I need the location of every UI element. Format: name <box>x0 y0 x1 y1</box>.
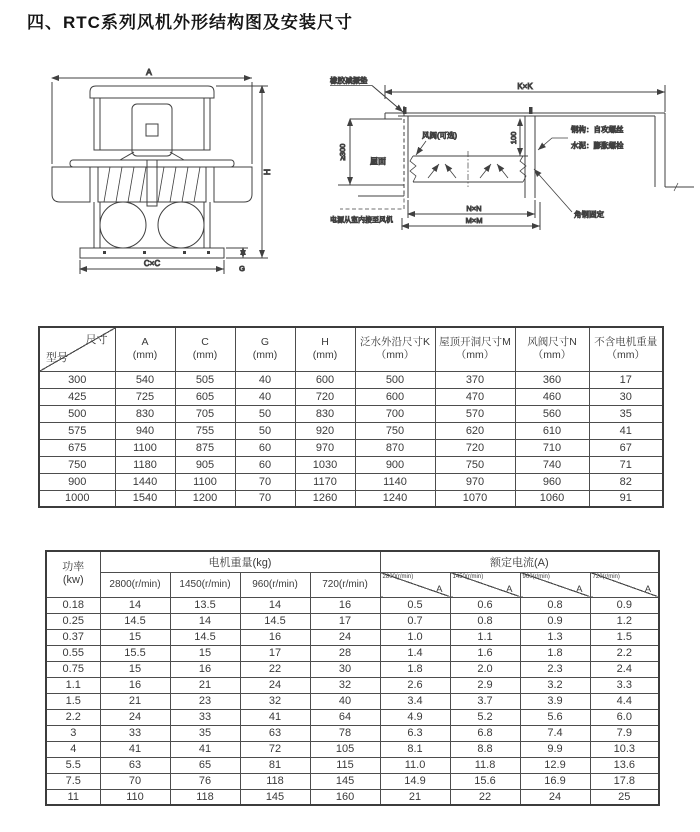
table-cell: 21 <box>170 677 240 693</box>
table-row <box>46 789 659 805</box>
corner-header-cell <box>39 327 115 371</box>
table-cell: 30 <box>589 388 663 405</box>
table-row <box>39 371 663 388</box>
table-row <box>46 677 659 693</box>
table-cell: 25 <box>590 789 659 805</box>
table-row <box>46 613 659 629</box>
table-cell: 1.1 <box>46 677 100 693</box>
table-cell: 70 <box>235 490 295 507</box>
table-cell: 41 <box>589 422 663 439</box>
table-cell: 905 <box>175 456 235 473</box>
table-cell: 470 <box>435 388 515 405</box>
table-cell: 720 <box>435 439 515 456</box>
table-cell: 0.37 <box>46 629 100 645</box>
table-row <box>39 422 663 439</box>
table-cell: 7.9 <box>590 725 659 741</box>
weight-group-header: 电机重量(kg) <box>100 551 380 572</box>
power-header-cell: 功率 (kw) <box>46 551 100 597</box>
impeller-blades <box>104 167 200 202</box>
steel-fixing-label: 钢构：自攻螺丝 <box>571 125 624 134</box>
table-cell: 160 <box>310 789 380 805</box>
table-cell: 6.0 <box>590 709 659 725</box>
damper-label: 风阀(可选) <box>422 131 457 140</box>
table-row <box>46 725 659 741</box>
table-cell: 1.6 <box>450 645 520 661</box>
table-cell: 70 <box>235 473 295 490</box>
table-cell: 540 <box>115 371 175 388</box>
table-cell: 0.9 <box>590 597 659 613</box>
table-cell: 14.9 <box>380 773 450 789</box>
table-cell: 9.9 <box>520 741 590 757</box>
table-cell: 2.2 <box>46 709 100 725</box>
dim-g-label: G <box>239 264 245 273</box>
table-cell: 28 <box>310 645 380 661</box>
table-cell: 750 <box>39 456 115 473</box>
table-cell: 2.4 <box>590 661 659 677</box>
table-cell: 460 <box>515 388 589 405</box>
dim-h-line <box>216 86 272 258</box>
current-speed-header: 1450(r/min) A <box>450 572 520 597</box>
dim-h-label: H <box>262 168 272 176</box>
table-cell: 740 <box>515 456 589 473</box>
table-cell: 60 <box>235 439 295 456</box>
table-cell: 24 <box>310 629 380 645</box>
table-cell: 0.6 <box>450 597 520 613</box>
table-cell: 0.7 <box>380 613 450 629</box>
table-cell: 700 <box>355 405 435 422</box>
table-cell: 23 <box>170 693 240 709</box>
table-cell: 1540 <box>115 490 175 507</box>
motor-hub <box>146 124 158 136</box>
table-cell: 1.1 <box>450 629 520 645</box>
column-header-g: G (mm) <box>235 327 295 371</box>
table-cell: 5.6 <box>520 709 590 725</box>
table-cell: 70 <box>100 773 170 789</box>
table-cell: 1000 <box>39 490 115 507</box>
dim-kxk-line <box>385 82 665 112</box>
table-cell: 0.8 <box>520 597 590 613</box>
table-cell: 2.2 <box>590 645 659 661</box>
table-cell: 2.9 <box>450 677 520 693</box>
table-cell: 33 <box>170 709 240 725</box>
table-cell: 600 <box>355 388 435 405</box>
table-cell: 3.3 <box>590 677 659 693</box>
dim-a-line <box>52 67 252 164</box>
rubber-pad-label: 橡胶减振垫 <box>330 76 368 85</box>
table-cell: 145 <box>310 773 380 789</box>
flange <box>70 160 234 167</box>
table-cell: 71 <box>589 456 663 473</box>
table-cell: 15 <box>100 661 170 677</box>
rubber-pad-leader <box>372 86 403 113</box>
table-cell: 24 <box>240 677 310 693</box>
column-header-m: 屋顶开洞尺寸M （mm） <box>435 327 515 371</box>
table-cell: 1100 <box>175 473 235 490</box>
table-cell: 6.3 <box>380 725 450 741</box>
table-cell: 5.2 <box>450 709 520 725</box>
table-cell: 40 <box>310 693 380 709</box>
table-row <box>46 661 659 677</box>
base-bolts <box>103 251 210 254</box>
table-cell: 15.6 <box>450 773 520 789</box>
table-cell: 15 <box>170 645 240 661</box>
column-header-a: A (mm) <box>115 327 175 371</box>
table-cell: 610 <box>515 422 589 439</box>
table-row <box>46 773 659 789</box>
table-cell: 15 <box>100 629 170 645</box>
column-header-h: H (mm) <box>295 327 355 371</box>
table-cell: 705 <box>175 405 235 422</box>
motor <box>132 104 172 156</box>
table-cell: 1.8 <box>380 661 450 677</box>
dimension-table <box>38 326 664 508</box>
table-cell: 960 <box>515 473 589 490</box>
table-cell: 11.0 <box>380 757 450 773</box>
table-cell: 1.4 <box>380 645 450 661</box>
fixing-leader <box>538 138 568 150</box>
table-cell: 16 <box>170 661 240 677</box>
table-cell: 575 <box>39 422 115 439</box>
table-cell: 750 <box>355 422 435 439</box>
table-cell: 50 <box>235 422 295 439</box>
table-cell: 118 <box>170 789 240 805</box>
table-cell: 35 <box>589 405 663 422</box>
dim-cxc-label: C×C <box>143 259 161 268</box>
table-cell: 16 <box>240 629 310 645</box>
table-row <box>39 388 663 405</box>
table-cell: 7.5 <box>46 773 100 789</box>
table-cell: 1140 <box>355 473 435 490</box>
table-cell: 7.4 <box>520 725 590 741</box>
weight-speed-header: 1450(r/min) <box>170 572 240 597</box>
column-header-k: 泛水外沿尺寸K （mm） <box>355 327 435 371</box>
table-cell: 1.5 <box>590 629 659 645</box>
table-cell: 3.2 <box>520 677 590 693</box>
table-cell: 1.8 <box>520 645 590 661</box>
table-cell: 1260 <box>295 490 355 507</box>
table-cell: 13.6 <box>590 757 659 773</box>
table-cell: 1.3 <box>520 629 590 645</box>
table-cell: 17.8 <box>590 773 659 789</box>
right-wing <box>214 167 252 202</box>
table-cell: 710 <box>515 439 589 456</box>
volute-left <box>100 202 146 248</box>
table-cell: 63 <box>100 757 170 773</box>
dim-cxc-line <box>80 259 224 274</box>
dim-ge300-label: ≥300 <box>338 143 347 161</box>
table-cell: 14.5 <box>240 613 310 629</box>
table-cell: 78 <box>310 725 380 741</box>
table-cell: 875 <box>175 439 235 456</box>
table-cell: 720 <box>295 388 355 405</box>
table-cell: 4.9 <box>380 709 450 725</box>
fan-outline-drawing <box>46 66 322 278</box>
table-cell: 0.9 <box>520 613 590 629</box>
damper <box>410 151 526 187</box>
current-speed-header: 2800(r/min) A <box>380 572 450 597</box>
dim-mxm-label: M×M <box>465 216 483 225</box>
dim-a-label: A <box>146 67 152 77</box>
table-cell: 1440 <box>115 473 175 490</box>
table-cell: 830 <box>115 405 175 422</box>
table-cell: 81 <box>240 757 310 773</box>
table-cell: 33 <box>100 725 170 741</box>
column-header-c: C (mm) <box>175 327 235 371</box>
table-cell: 17 <box>589 371 663 388</box>
weight-speed-header: 720(r/min) <box>310 572 380 597</box>
table-cell: 118 <box>240 773 310 789</box>
table-cell: 900 <box>39 473 115 490</box>
table-row <box>39 456 663 473</box>
table-cell: 14.5 <box>100 613 170 629</box>
table-row <box>39 439 663 456</box>
base-plate <box>80 248 224 258</box>
table-cell: 1060 <box>515 490 589 507</box>
table-row <box>46 645 659 661</box>
table-cell: 600 <box>295 371 355 388</box>
table-cell: 830 <box>295 405 355 422</box>
current-speed-header: 720(r/min) A <box>590 572 659 597</box>
impeller-box <box>98 167 206 202</box>
table-cell: 870 <box>355 439 435 456</box>
table-cell: 67 <box>589 439 663 456</box>
table-cell: 12.9 <box>520 757 590 773</box>
table-cell: 970 <box>295 439 355 456</box>
table-cell: 425 <box>39 388 115 405</box>
table-cell: 725 <box>115 388 175 405</box>
table-cell: 605 <box>175 388 235 405</box>
dim-ge300-line <box>338 119 402 185</box>
table-cell: 1240 <box>355 490 435 507</box>
table-cell: 300 <box>39 371 115 388</box>
table-cell: 1170 <box>295 473 355 490</box>
table-cell: 60 <box>235 456 295 473</box>
table-cell: 3.7 <box>450 693 520 709</box>
table-cell: 0.8 <box>450 613 520 629</box>
table-cell: 41 <box>170 741 240 757</box>
table-cell: 3 <box>46 725 100 741</box>
table-cell: 505 <box>175 371 235 388</box>
table-cell: 1180 <box>115 456 175 473</box>
column-header-weight: 不含电机重量 （mm） <box>589 327 663 371</box>
table-cell: 2.3 <box>520 661 590 677</box>
table-cell: 0.55 <box>46 645 100 661</box>
table-cell: 32 <box>240 693 310 709</box>
table-cell: 91 <box>589 490 663 507</box>
corner-size-label: 尺寸 <box>85 334 108 346</box>
table-cell: 0.75 <box>46 661 100 677</box>
table-cell: 65 <box>170 757 240 773</box>
table-cell: 76 <box>170 773 240 789</box>
power-leader <box>340 192 404 209</box>
table-cell: 16 <box>310 597 380 613</box>
table-cell: 21 <box>380 789 450 805</box>
table-cell: 8.8 <box>450 741 520 757</box>
table-cell: 1.5 <box>46 693 100 709</box>
table-row <box>39 490 663 507</box>
table-cell: 0.5 <box>380 597 450 613</box>
weight-speed-header: 2800(r/min) <box>100 572 170 597</box>
table-cell: 22 <box>450 789 520 805</box>
table-cell: 920 <box>295 422 355 439</box>
table-cell: 17 <box>240 645 310 661</box>
table-cell: 16.9 <box>520 773 590 789</box>
roof-label: 屋面 <box>370 157 386 166</box>
table-cell: 72 <box>240 741 310 757</box>
table-cell: 570 <box>435 405 515 422</box>
fan-cap <box>90 86 214 98</box>
table-cell: 360 <box>515 371 589 388</box>
table-cell: 17 <box>310 613 380 629</box>
table-row <box>46 709 659 725</box>
dim-kxk-label: K×K <box>517 82 533 91</box>
table-row <box>39 473 663 490</box>
table-cell: 3.4 <box>380 693 450 709</box>
table-row <box>39 405 663 422</box>
table-cell: 14 <box>100 597 170 613</box>
table-cell: 2.6 <box>380 677 450 693</box>
current-group-header: 额定电流(A) <box>380 551 659 572</box>
table-cell: 1200 <box>175 490 235 507</box>
table-cell: 500 <box>39 405 115 422</box>
table-cell: 3.9 <box>520 693 590 709</box>
table-cell: 16 <box>100 677 170 693</box>
table-cell: 675 <box>39 439 115 456</box>
table-row <box>46 629 659 645</box>
table-cell: 10.3 <box>590 741 659 757</box>
table-cell: 63 <box>240 725 310 741</box>
table-cell: 1.2 <box>590 613 659 629</box>
table-cell: 755 <box>175 422 235 439</box>
table-cell: 24 <box>100 709 170 725</box>
table-cell: 82 <box>589 473 663 490</box>
table-row <box>46 757 659 773</box>
dimension-table-body <box>39 371 663 507</box>
corner-model-label: 型号 <box>46 352 68 365</box>
table-cell: 41 <box>100 741 170 757</box>
table-cell: 500 <box>355 371 435 388</box>
weight-speed-header: 960(r/min) <box>240 572 310 597</box>
dim-nxn-label: N×N <box>466 204 482 213</box>
damper-leader <box>416 141 426 155</box>
table-cell: 11.8 <box>450 757 520 773</box>
table-cell: 22 <box>240 661 310 677</box>
table-cell: 0.18 <box>46 597 100 613</box>
table-cell: 900 <box>355 456 435 473</box>
table-cell: 1070 <box>435 490 515 507</box>
table-cell: 24 <box>520 789 590 805</box>
table-cell: 145 <box>240 789 310 805</box>
power-label: 电源从室内接至风机 <box>330 217 393 224</box>
installation-drawing <box>328 72 700 242</box>
table-cell: 35 <box>170 725 240 741</box>
motor-table <box>45 550 660 806</box>
table-cell: 40 <box>235 388 295 405</box>
table-cell: 620 <box>435 422 515 439</box>
table-cell: 970 <box>435 473 515 490</box>
table-cell: 40 <box>235 371 295 388</box>
table-cell: 2.0 <box>450 661 520 677</box>
motor-table-body <box>46 597 659 805</box>
table-cell: 4 <box>46 741 100 757</box>
table-row <box>46 741 659 757</box>
angle-steel-label: 角钢固定 <box>574 210 604 219</box>
cement-fixing-label: 水泥：膨胀螺栓 <box>571 141 624 150</box>
table-cell: 0.25 <box>46 613 100 629</box>
table-cell: 32 <box>310 677 380 693</box>
column-header-n: 风阀尺寸N （mm） <box>515 327 589 371</box>
table-row <box>46 693 659 709</box>
table-cell: 370 <box>435 371 515 388</box>
table-cell: 1.0 <box>380 629 450 645</box>
table-cell: 8.1 <box>380 741 450 757</box>
dim-100-label: 100 <box>509 131 518 145</box>
table-cell: 14.5 <box>170 629 240 645</box>
table-cell: 14 <box>240 597 310 613</box>
table-cell: 6.8 <box>450 725 520 741</box>
table-cell: 750 <box>435 456 515 473</box>
left-wing <box>52 167 90 202</box>
table-cell: 41 <box>240 709 310 725</box>
table-cell: 15.5 <box>100 645 170 661</box>
table-cell: 5.5 <box>46 757 100 773</box>
table-cell: 13.5 <box>170 597 240 613</box>
table-cell: 1030 <box>295 456 355 473</box>
dim-g-line <box>226 248 248 273</box>
table-row <box>46 597 659 613</box>
volute-right <box>158 202 204 248</box>
table-cell: 64 <box>310 709 380 725</box>
table-cell: 560 <box>515 405 589 422</box>
table-cell: 11 <box>46 789 100 805</box>
table-cell: 940 <box>115 422 175 439</box>
table-cell: 50 <box>235 405 295 422</box>
page-title: 四、RTC系列风机外形结构图及安装尺寸 <box>27 13 353 32</box>
table-cell: 115 <box>310 757 380 773</box>
table-cell: 30 <box>310 661 380 677</box>
table-cell: 110 <box>100 789 170 805</box>
table-cell: 21 <box>100 693 170 709</box>
current-speed-header: 960(r/min) A <box>520 572 590 597</box>
table-cell: 14 <box>170 613 240 629</box>
table-cell: 105 <box>310 741 380 757</box>
table-cell: 4.4 <box>590 693 659 709</box>
table-cell: 1100 <box>115 439 175 456</box>
